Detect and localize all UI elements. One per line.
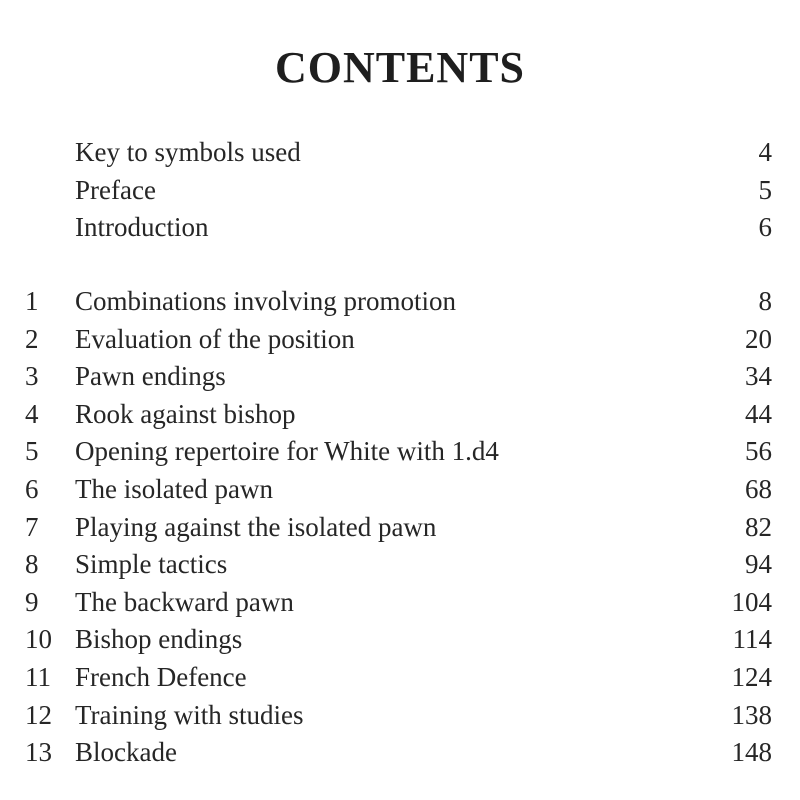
- toc-entry: [25, 546, 772, 584]
- chapter-number: 7: [25, 511, 39, 542]
- entry-label: Blockade: [75, 737, 177, 768]
- entry-label: Opening repertoire for White with 1.d4: [75, 436, 499, 467]
- chapter-number: 13: [25, 737, 52, 768]
- chapter-number: 8: [25, 549, 39, 580]
- toc-entry: [25, 734, 772, 772]
- entry-label: Bishop endings: [75, 624, 243, 655]
- front-matter-list: [25, 134, 772, 247]
- entry-page-number: 44: [745, 398, 772, 429]
- entry-page-number: 20: [745, 323, 772, 354]
- entry-page-number: 124: [731, 661, 772, 692]
- entry-label: The isolated pawn: [75, 473, 273, 504]
- chapter-number: 5: [25, 436, 39, 467]
- entry-page-number: 94: [745, 549, 772, 580]
- toc-entry: [25, 697, 772, 735]
- toc-entry: [25, 283, 772, 321]
- chapter-list: [25, 283, 772, 772]
- entry-page-number: 4: [758, 137, 772, 167]
- entry-page-number: 104: [731, 586, 772, 617]
- toc-entry: [25, 621, 772, 659]
- toc-entry: [25, 358, 772, 396]
- entry-label: Key to symbols used: [75, 137, 301, 167]
- toc-entry: [25, 584, 772, 622]
- chapter-number: 12: [25, 699, 52, 730]
- entry-label: The backward pawn: [75, 586, 294, 617]
- toc-entry: [25, 659, 772, 697]
- entry-page-number: 138: [731, 699, 772, 730]
- entry-label: Evaluation of the position: [75, 323, 355, 354]
- chapter-number: 6: [25, 473, 39, 504]
- entry-label: Preface: [75, 174, 156, 205]
- entry-page-number: 148: [731, 737, 772, 768]
- page-title: CONTENTS: [274, 43, 526, 92]
- entry-page-number: 82: [745, 511, 772, 542]
- entry-page-number: 68: [745, 473, 772, 504]
- toc-entry: [25, 433, 772, 471]
- toc-entry: [25, 396, 772, 434]
- entry-page-number: 8: [758, 286, 772, 316]
- entry-page-number: 5: [758, 174, 772, 205]
- chapter-number: 3: [25, 361, 39, 392]
- entry-label: French Defence: [75, 661, 247, 692]
- entry-page-number: 34: [745, 361, 772, 392]
- chapter-number: 4: [25, 398, 39, 429]
- entry-label: Simple tactics: [75, 549, 228, 580]
- entry-label: Combinations involving promotion: [75, 286, 457, 316]
- chapter-number: 2: [25, 323, 39, 354]
- toc-entry: [25, 509, 772, 547]
- chapter-number: 9: [25, 586, 39, 617]
- entry-label: Rook against bishop: [75, 398, 296, 429]
- entry-page-number: 6: [758, 212, 772, 243]
- chapter-number: 1: [25, 286, 39, 316]
- entry-label: Playing against the isolated pawn: [75, 511, 437, 542]
- entry-label: Pawn endings: [75, 361, 226, 392]
- toc-entry: [25, 209, 772, 247]
- entry-page-number: 114: [732, 624, 772, 655]
- toc-entry: [25, 134, 772, 172]
- entry-label: Introduction: [75, 212, 209, 243]
- toc-entry: [25, 321, 772, 359]
- chapter-number: 11: [25, 661, 51, 692]
- toc-entry: [25, 471, 772, 509]
- entry-label: Training with studies: [75, 699, 304, 730]
- toc-entry: [25, 172, 772, 210]
- entry-page-number: 56: [745, 436, 772, 467]
- chapter-number: 10: [25, 624, 52, 655]
